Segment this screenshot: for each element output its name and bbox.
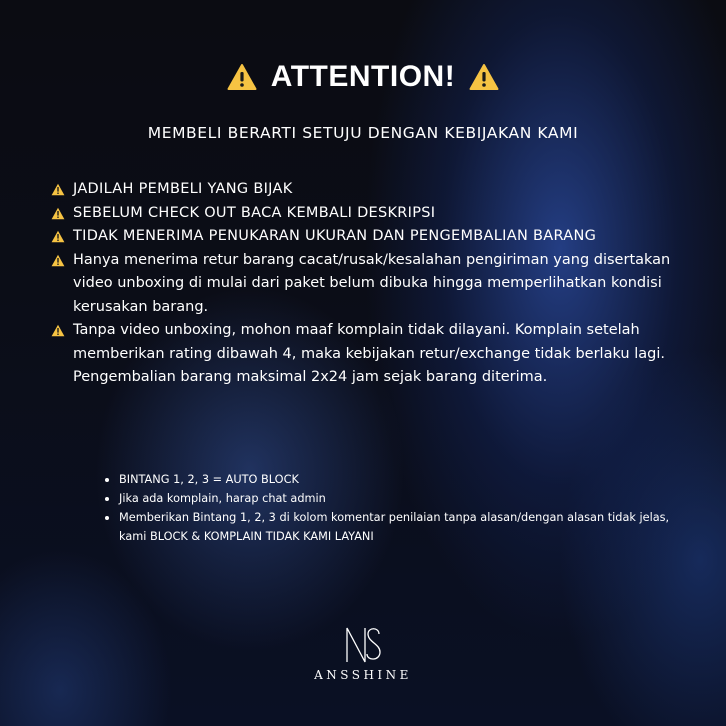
rule-item <box>51 319 691 390</box>
rule-item <box>51 225 691 249</box>
note-item <box>102 470 682 489</box>
rule-text: JADILAH PEMBELI YANG BIJAK <box>73 181 293 197</box>
warning-icon <box>51 324 65 337</box>
rules-list <box>51 178 691 390</box>
page-title: ATTENTION! <box>270 60 456 93</box>
rule-item <box>51 202 691 226</box>
note-text: Jika ada komplain, harap chat admin <box>119 492 326 505</box>
rule-text: TIDAK MENERIMA PENUKARAN UKURAN DAN PENGEMBALIAN BARANG <box>73 228 597 244</box>
warning-icon <box>227 63 257 91</box>
bullet-dot <box>105 478 109 482</box>
rule-text: Tanpa video unboxing, mohon maaf komplain tidak dilayani. Komplain setelah memberikan rating dibawah 4, maka kebijakan retur/exchange tidak berlaku lagi. Pengembalian barang maksimal 2x24 jam sejak barang diterima. <box>73 322 665 385</box>
notes-list <box>102 470 682 546</box>
brand-logo <box>0 622 726 682</box>
subtitle: MEMBELI BERARTI SETUJU DENGAN KEBIJAKAN KAMI <box>147 124 579 142</box>
note-item <box>102 489 682 508</box>
rule-item <box>51 249 691 320</box>
warning-icon <box>51 183 65 196</box>
note-text: BINTANG 1, 2, 3 = AUTO BLOCK <box>119 473 299 486</box>
brand-name: ANSSHINE <box>314 668 412 682</box>
warning-icon <box>469 63 499 91</box>
warning-icon <box>51 254 65 267</box>
rule-item <box>51 178 691 202</box>
bullet-dot <box>105 516 109 520</box>
warning-icon <box>51 230 65 243</box>
ns-monogram-logo <box>341 622 385 666</box>
title-row <box>0 60 726 94</box>
rule-text: Hanya menerima retur barang cacat/rusak/kesalahan pengiriman yang disertakan video unboxing di mulai dari paket belum dibuka hingga memperlihatkan kondisi kerusakan barang. <box>73 251 671 315</box>
note-item <box>102 508 682 546</box>
warning-icon <box>51 207 65 220</box>
bullet-dot <box>105 497 109 501</box>
rule-text: SEBELUM CHECK OUT BACA KEMBALI DESKRIPSI <box>73 204 436 221</box>
note-text: Memberikan Bintang 1, 2, 3 di kolom komentar penilaian tanpa alasan/dengan alasan tidak jelas, kami BLOCK & KOMPLAIN TIDAK KAMI LAYANI <box>119 511 670 543</box>
